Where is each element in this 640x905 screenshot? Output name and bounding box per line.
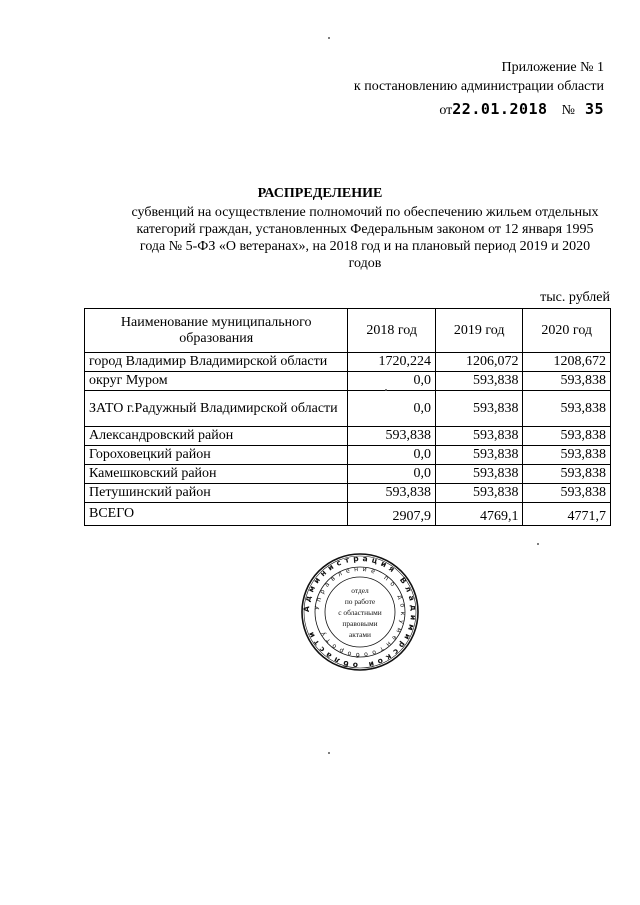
scan-speck: [537, 543, 539, 545]
appendix-title: Приложение № 1: [501, 60, 604, 75]
row-name: город Владимир Владимирской области: [85, 353, 348, 372]
resolution-date: 22.01.2018: [452, 100, 548, 118]
row-2020: 593,838: [523, 465, 611, 484]
units-label: тыс. рублей: [540, 290, 610, 305]
row-2019: 593,838: [435, 465, 523, 484]
scan-speck: [328, 752, 330, 754]
svg-text:правовыми: правовыми: [342, 619, 378, 628]
total-2018: 2907,9: [348, 503, 436, 526]
header-2018: 2018 год: [348, 309, 436, 353]
seal-middle-text: Управление по документообороту: [314, 565, 407, 659]
row-2019: 593,838: [435, 372, 523, 391]
row-2019: 593,838: [435, 391, 523, 427]
table-row: [85, 391, 611, 427]
row-2020: 593,838: [523, 427, 611, 446]
seal-center-text: [338, 586, 381, 639]
total-row: [85, 503, 611, 526]
row-2018: 593,838: [348, 484, 436, 503]
table-row: [85, 446, 611, 465]
number-sign: №: [561, 103, 575, 118]
table-row: [85, 427, 611, 446]
appendix-reference: к постановлению администрации области: [353, 79, 604, 94]
row-2020: 593,838: [523, 372, 611, 391]
row-name: Петушинский район: [85, 484, 348, 503]
scan-speck: [328, 37, 330, 39]
official-seal-stamp: [300, 552, 420, 672]
row-2018: 593,838: [348, 427, 436, 446]
row-2018: 1720,224: [348, 353, 436, 372]
table-row: [85, 484, 611, 503]
header-name: Наименование муниципального образования: [85, 309, 348, 353]
svg-text:с областными: с областными: [338, 608, 382, 617]
document-subtitle: субвенций на осуществление полномочий по обеспечению жильем отдельных категорий граждан, установленных Федеральным законом от 12 января 1995 года № 5-ФЗ «О ветеранах», на 2018 год и на плановый период 2019 и 2020 годов: [131, 205, 599, 271]
row-2019: 1206,072: [435, 353, 523, 372]
date-prefix: от: [439, 103, 453, 118]
row-name: округ Муром: [85, 372, 348, 391]
row-2018: 0,0: [348, 446, 436, 465]
appendix-header: [354, 58, 604, 120]
row-2018: 0,0: [348, 372, 436, 391]
appendix-date-line: [354, 100, 604, 120]
table-row: [85, 353, 611, 372]
header-2020: 2020 год: [523, 309, 611, 353]
total-2019: 4769,1: [435, 503, 523, 526]
svg-text:актами: актами: [348, 630, 372, 639]
table-header-row: [85, 309, 611, 353]
row-name: Камешковский район: [85, 465, 348, 484]
row-name: ЗАТО г.Радужный Владимирской области: [85, 391, 348, 427]
distribution-table: [84, 308, 611, 526]
total-2020: 4771,7: [523, 503, 611, 526]
header-2019: 2019 год: [435, 309, 523, 353]
resolution-number: 35: [584, 100, 604, 118]
row-2019: 593,838: [435, 446, 523, 465]
row-2019: 593,838: [435, 484, 523, 503]
row-2020: 593,838: [523, 391, 611, 427]
row-2020: 1208,672: [523, 353, 611, 372]
row-2018: 0,0: [348, 391, 436, 427]
row-2020: 593,838: [523, 446, 611, 465]
table-row: [85, 465, 611, 484]
row-2019: 593,838: [435, 427, 523, 446]
scan-speck: [385, 389, 387, 391]
svg-text:отдел: отдел: [351, 586, 369, 595]
row-2018: 0,0: [348, 465, 436, 484]
table-row: [85, 372, 611, 391]
row-name: Гороховецкий район: [85, 446, 348, 465]
row-2020: 593,838: [523, 484, 611, 503]
seal-outer-text: Администрация Владимирской области: [301, 553, 419, 671]
total-label: ВСЕГО: [85, 503, 348, 526]
document-title: РАСПРЕДЕЛЕНИЕ: [257, 186, 383, 201]
svg-text:по работе: по работе: [344, 597, 376, 606]
row-name: Александровский район: [85, 427, 348, 446]
